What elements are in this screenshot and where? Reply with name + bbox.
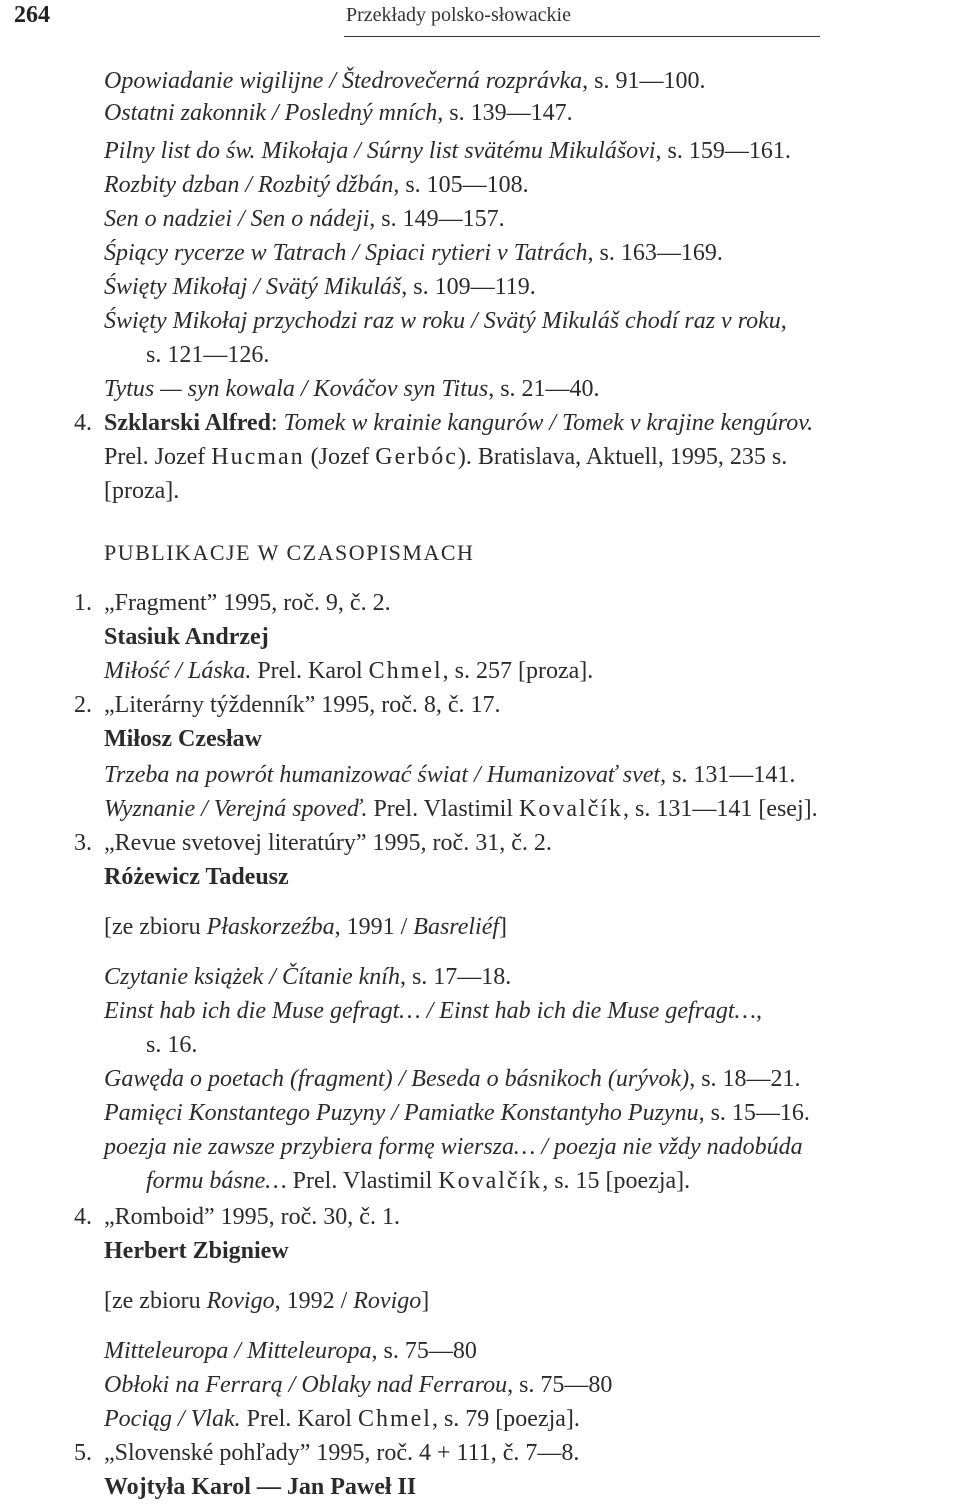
journal-title: „Romboid” 1995, roč. 30, č. 1.: [104, 1204, 400, 1230]
journal-title: „Fragment” 1995, roč. 9, č. 2.: [104, 590, 391, 616]
journal-title: „Literárny týždenník” 1995, roč. 8, č. 17.: [104, 692, 501, 718]
work-entry-continued: s. 16.: [146, 1032, 198, 1058]
item-number: 4.: [74, 410, 92, 436]
work-entry: Czytanie książek / Čítanie kníh, s. 17—18.: [104, 964, 512, 990]
journal-number: 4.: [74, 1204, 92, 1230]
entry-line: Pilny list do św. Mikołaja / Súrny list svätému Mikulášovi, s. 159—161.: [104, 138, 791, 164]
entry-line: Święty Mikołaj przychodzi raz w roku / Svätý Mikuláš chodí raz v roku,: [104, 308, 787, 334]
work-entry: Einst hab ich die Muse gefragt… / Einst hab ich die Muse gefragt…,: [104, 998, 762, 1024]
page-number: 264: [14, 2, 50, 28]
author-name: Miłosz Czesław: [104, 726, 262, 752]
work-entry: Wyznanie / Verejná spoveď. Prel. Vlastimil Kovalčík, s. 131—141 [esej].: [104, 796, 818, 822]
book-entry-translator: Prel. Jozef Hucman (Jozef Gerbóc). Bratislava, Aktuell, 1995, 235 s.: [104, 444, 788, 470]
header-rule: [344, 36, 820, 37]
journal-title: „Revue svetovej literatúry” 1995, roč. 31, č. 2.: [104, 830, 552, 856]
work-entry: Trzeba na powrót humanizować świat / Humanizovať svet, s. 131—141.: [104, 762, 796, 788]
author-name: Wojtyła Karol — Jan Paweł II: [104, 1474, 417, 1500]
collection-note: [ze zbioru Rovigo, 1992 / Rovigo]: [104, 1288, 430, 1314]
entry-line: Tytus — syn kowala / Kováčov syn Titus, s. 21—40.: [104, 376, 600, 402]
author-name: Stasiuk Andrzej: [104, 624, 269, 650]
author-name: Różewicz Tadeusz: [104, 864, 289, 890]
entry-line-continued: s. 121—126.: [146, 342, 270, 368]
journal-title: „Slovenské pohľady” 1995, roč. 4 + 111, č. 7—8.: [104, 1440, 580, 1466]
entry-line: Opowiadanie wigilijne / Štedrovečerná rozprávka, s. 91—100.: [104, 68, 706, 94]
work-entry: Pociąg / Vlak. Prel. Karol Chmel, s. 79 [poezja].: [104, 1406, 580, 1432]
work-entry: Mitteleuropa / Mitteleuropa, s. 75—80: [104, 1338, 477, 1364]
work-entry-continued: formu básne… Prel. Vlastimil Kovalčík, s. 15 [poezja].: [146, 1168, 691, 1194]
entry-line: Ostatni zakonnik / Posledný mních, s. 139—147.: [104, 100, 573, 126]
running-title: Przekłady polsko-słowackie: [346, 4, 571, 26]
journal-number: 5.: [74, 1440, 92, 1466]
journal-number: 2.: [74, 692, 92, 718]
journal-number: 1.: [74, 590, 92, 616]
book-entry: Szklarski Alfred: Tomek w krainie kangurów / Tomek v krajine kengúrov.: [104, 410, 814, 436]
entry-line: Śpiący rycerze w Tatrach / Spiaci rytieri v Tatrách, s. 163—169.: [104, 240, 723, 266]
work-entry: Obłoki na Ferrarą / Oblaky nad Ferrarou, s. 75—80: [104, 1372, 613, 1398]
journal-number: 3.: [74, 830, 92, 856]
entry-line: Sen o nadziei / Sen o nádeji, s. 149—157.: [104, 206, 505, 232]
book-entry-genre: [proza].: [104, 478, 180, 504]
entry-line: Święty Mikołaj / Svätý Mikuláš, s. 109—119.: [104, 274, 536, 300]
work-entry: Pamięci Konstantego Puzyny / Pamiatke Konstantyho Puzynu, s. 15—16.: [104, 1100, 810, 1126]
entry-line: Rozbity dzban / Rozbitý džbán, s. 105—108.: [104, 172, 529, 198]
author-name: Herbert Zbigniew: [104, 1238, 289, 1264]
section-heading: PUBLIKACJE W CZASOPISMACH: [104, 540, 475, 565]
work-entry: poezja nie zawsze przybiera formę wiersza… / poezja nie vždy nadobúda: [104, 1134, 803, 1160]
collection-note: [ze zbioru Płaskorzeźba, 1991 / Basreliéf]: [104, 914, 508, 940]
work-entry: Gawęda o poetach (fragment) / Beseda o básnikoch (urývok), s. 18—21.: [104, 1066, 801, 1092]
work-entry: Miłość / Láska. Prel. Karol Chmel, s. 257 [proza].: [104, 658, 594, 684]
